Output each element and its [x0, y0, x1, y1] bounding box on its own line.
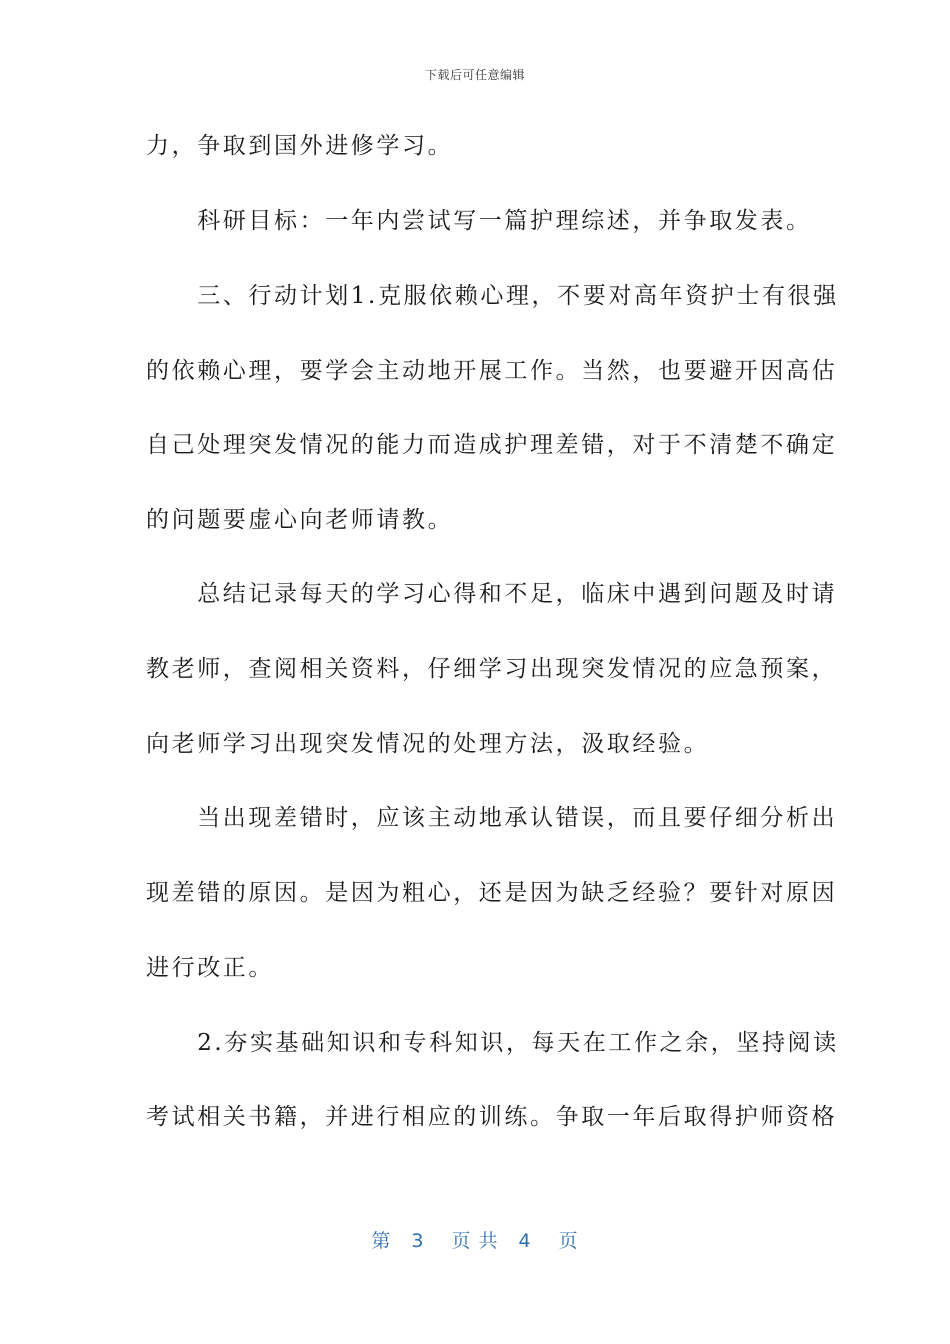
download-note: 下载后可任意编辑 — [424, 68, 525, 82]
body-line: 总结记录每天的学习心得和不足，临床中遇到问题及时请 — [146, 581, 838, 607]
body-line: 三、行动计划1.克服依赖心理，不要对高年资护士有很强 — [146, 283, 839, 309]
body-line: 自己处理突发情况的能力而造成护理差错，对于不清楚不确定 — [146, 432, 838, 458]
body-line: 考试相关书籍，并进行相应的训练。争取一年后取得护师资格 — [146, 1104, 838, 1130]
body-line: 教老师，查阅相关资料，仔细学习出现突发情况的应急预案， — [146, 656, 838, 682]
body-line: 科研目标：一年内尝试写一篇护理综述，并争取发表。 — [146, 208, 812, 234]
page-number: 第 3 页 共 4 页 — [371, 1230, 579, 1252]
body-line: 2.夯实基础知识和专科知识，每天在工作之余，坚持阅读 — [146, 1030, 839, 1056]
body-line: 进行改正。 — [146, 955, 274, 981]
body-line: 现差错的原因。是因为粗心，还是因为缺乏经验？要针对原因 — [146, 880, 838, 906]
body-line: 力，争取到国外进修学习。 — [146, 133, 454, 159]
body-line: 的问题要虚心向老师请教。 — [146, 507, 454, 533]
body-line: 向老师学习出现突发情况的处理方法，汲取经验。 — [146, 731, 710, 757]
body-line: 当出现差错时，应该主动地承认错误，而且要仔细分析出 — [146, 805, 838, 831]
body-line: 的依赖心理，要学会主动地开展工作。当然，也要避开因高估 — [146, 358, 838, 384]
